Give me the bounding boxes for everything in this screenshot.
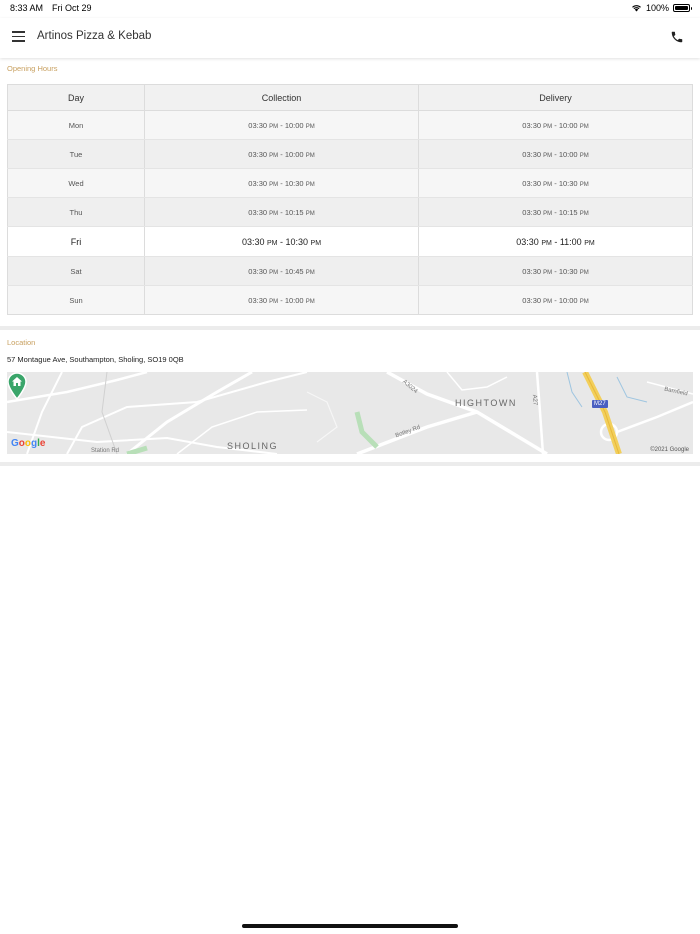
collection-open: 03:30 [248, 207, 268, 217]
opening-hours-label: Opening Hours [7, 64, 58, 73]
cell-delivery-hours [419, 227, 693, 257]
delivery-open: 03:30 [522, 295, 542, 305]
delivery-close-ampm: PM [579, 210, 589, 217]
cell-day: Sun [8, 286, 145, 315]
delivery-open-ampm: PM [543, 269, 553, 276]
collection-close-ampm: PM [305, 210, 315, 217]
map-road-a3024: A3024 [401, 379, 419, 395]
cell-day: Sat [8, 257, 145, 286]
hamburger-menu-icon[interactable] [12, 31, 25, 43]
delivery-open: 03:30 [522, 120, 542, 130]
status-date: Fri Oct 29 [52, 3, 92, 13]
collection-close: 10:45 [284, 266, 304, 276]
cell-day: Mon [8, 111, 145, 140]
delivery-open-ampm: PM [543, 210, 553, 217]
cell-delivery-hours [419, 140, 693, 169]
time-separator: - [278, 266, 285, 276]
delivery-open: 03:30 [522, 149, 542, 159]
status-indicators [631, 3, 690, 13]
home-pin-icon[interactable] [7, 372, 27, 400]
section-divider [0, 326, 700, 330]
time-separator: - [552, 295, 559, 305]
delivery-open: 03:30 [522, 207, 542, 217]
cell-collection-hours [145, 111, 419, 140]
cell-delivery-hours [419, 169, 693, 198]
battery-percent: 100% [645, 3, 669, 13]
cell-collection-hours [145, 140, 419, 169]
collection-close-ampm: PM [305, 152, 315, 159]
delivery-open-ampm: PM [543, 298, 553, 305]
home-indicator[interactable] [242, 924, 458, 928]
cell-delivery-hours [419, 111, 693, 140]
delivery-close-ampm: PM [579, 123, 589, 130]
cell-collection-hours [145, 198, 419, 227]
collection-close-ampm: PM [305, 269, 315, 276]
cell-day: Fri [8, 227, 145, 257]
collection-open: 03:30 [248, 295, 268, 305]
collection-open-ampm: PM [269, 123, 279, 130]
table-row [8, 286, 693, 315]
cell-delivery-hours [419, 198, 693, 227]
collection-close: 10:00 [284, 120, 304, 130]
column-header-delivery: Delivery [419, 85, 693, 111]
cell-collection-hours [145, 257, 419, 286]
map-road-m27: M27 [594, 401, 606, 407]
collection-close: 10:30 [285, 236, 309, 247]
delivery-open-ampm: PM [543, 152, 553, 159]
time-separator: - [278, 149, 285, 159]
cell-delivery-hours [419, 257, 693, 286]
delivery-close: 10:30 [558, 178, 578, 188]
map-place-sholing: SHOLING [227, 441, 279, 451]
map-copyright: ©2021 Google [650, 447, 689, 453]
column-header-collection: Collection [145, 85, 419, 111]
collection-open: 03:30 [248, 149, 268, 159]
map-place-hightown: HIGHTOWN [455, 398, 517, 408]
status-time: 8:33 AM [10, 3, 44, 13]
collection-close: 10:00 [284, 295, 304, 305]
collection-open-ampm: PM [269, 152, 279, 159]
cell-day: Thu [8, 198, 145, 227]
app-header [0, 18, 700, 58]
collection-close-ampm: PM [305, 181, 315, 188]
time-separator: - [277, 236, 286, 247]
delivery-close: 10:00 [558, 295, 578, 305]
google-logo: Google [11, 438, 46, 449]
cell-collection-hours [145, 169, 419, 198]
cell-day: Tue [8, 140, 145, 169]
battery-icon [673, 4, 690, 12]
phone-icon[interactable] [670, 30, 684, 44]
cell-day: Wed [8, 169, 145, 198]
delivery-open-ampm: PM [541, 239, 552, 247]
collection-open: 03:30 [248, 120, 268, 130]
delivery-open-ampm: PM [543, 123, 553, 130]
opening-hours-rows [8, 111, 693, 315]
cell-collection-hours [145, 227, 419, 257]
delivery-close: 10:00 [558, 120, 578, 130]
collection-close-ampm: PM [305, 298, 315, 305]
collection-open-ampm: PM [269, 181, 279, 188]
time-separator: - [278, 207, 285, 217]
table-row [8, 227, 693, 257]
delivery-close: 11:00 [559, 236, 582, 247]
time-separator: - [552, 120, 559, 130]
time-separator: - [551, 236, 560, 247]
map-roads [7, 372, 693, 454]
delivery-open-ampm: PM [543, 181, 553, 188]
delivery-close-ampm: PM [579, 152, 589, 159]
section-divider-bottom [0, 462, 700, 466]
collection-open-ampm: PM [267, 239, 278, 247]
delivery-close-ampm: PM [579, 269, 589, 276]
table-row [8, 111, 693, 140]
table-row [8, 169, 693, 198]
delivery-close: 10:00 [558, 149, 578, 159]
time-separator: - [278, 295, 285, 305]
table-row [8, 198, 693, 227]
collection-open: 03:30 [248, 266, 268, 276]
time-separator: - [552, 178, 559, 188]
delivery-close-ampm: PM [579, 181, 589, 188]
delivery-close: 10:30 [558, 266, 578, 276]
time-separator: - [278, 120, 285, 130]
collection-open: 03:30 [241, 236, 265, 247]
delivery-close-ampm: PM [584, 239, 595, 247]
time-separator: - [278, 178, 285, 188]
delivery-close: 10:15 [558, 207, 578, 217]
collection-close: 10:30 [284, 178, 304, 188]
battery-fill [675, 6, 688, 10]
restaurant-title: Artinos Pizza & Kebab [37, 30, 152, 42]
map-road-botley: Botley Rd [394, 424, 422, 440]
collection-open-ampm: PM [269, 269, 279, 276]
collection-close: 10:00 [284, 149, 304, 159]
delivery-open: 03:30 [516, 236, 539, 247]
time-separator: - [552, 149, 559, 159]
cell-collection-hours [145, 286, 419, 315]
collection-close-ampm: PM [305, 123, 315, 130]
column-header-day: Day [8, 85, 145, 111]
collection-close: 10:15 [284, 207, 304, 217]
location-label: Location [7, 338, 36, 347]
delivery-close-ampm: PM [579, 298, 589, 305]
collection-close-ampm: PM [310, 239, 322, 247]
collection-open-ampm: PM [269, 210, 279, 217]
time-separator: - [552, 207, 559, 217]
wifi-icon [631, 4, 642, 12]
cell-delivery-hours [419, 286, 693, 315]
time-separator: - [552, 266, 559, 276]
collection-open-ampm: PM [269, 298, 279, 305]
location-map[interactable] [7, 372, 693, 454]
collection-open: 03:30 [248, 178, 268, 188]
status-bar [0, 0, 700, 18]
delivery-open: 03:30 [522, 266, 542, 276]
opening-hours-table [7, 84, 693, 315]
table-row [8, 140, 693, 169]
map-road-a27: A27 [530, 394, 538, 406]
table-header-row [8, 85, 693, 111]
delivery-open: 03:30 [522, 178, 542, 188]
restaurant-address: 57 Montague Ave, Southampton, Sholing, SO19 0QB [7, 355, 184, 364]
map-place-barnfield: Barnfield [663, 386, 689, 398]
map-road-station: Station Rd [91, 448, 120, 454]
table-row [8, 257, 693, 286]
